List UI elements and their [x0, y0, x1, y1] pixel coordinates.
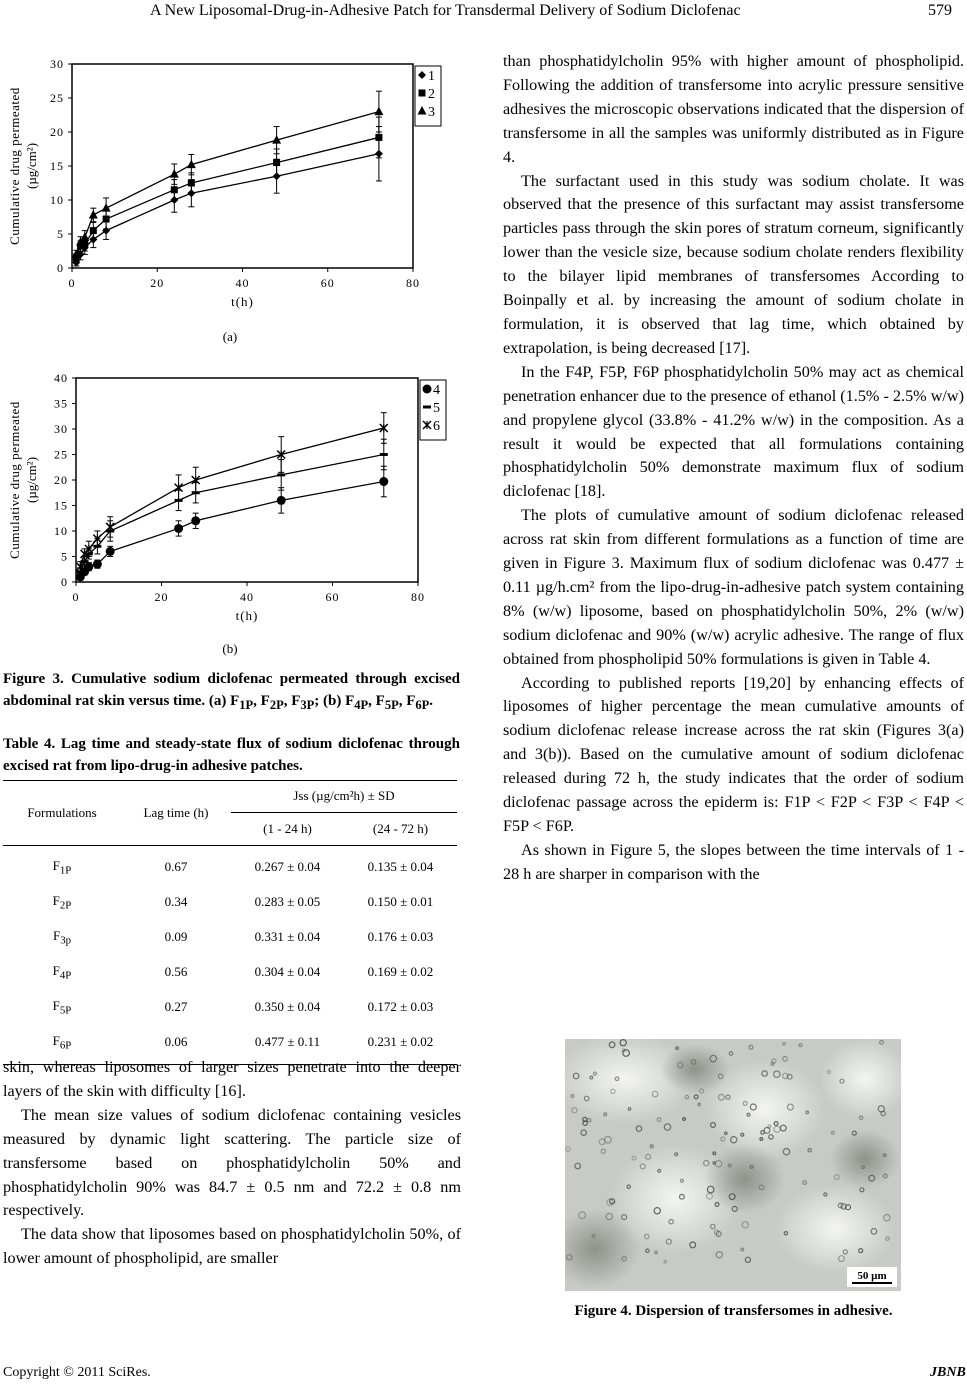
table-row: $F_{4P}$ 0.56 0.304 ± 0.04 0.169 ± 0.02 [52, 962, 434, 982]
data-point [192, 476, 200, 484]
x-axis-label: t(h) [235, 608, 259, 623]
plot-area [72, 64, 413, 268]
data-point [380, 453, 388, 456]
x-axis-label: t(h) [231, 294, 254, 309]
x-tick-label: 60 [320, 276, 335, 290]
data-point [174, 524, 183, 533]
x-tick-label: 0 [68, 276, 76, 290]
running-header [0, 0, 967, 24]
y-tick-label: 40 [54, 371, 68, 385]
y-tick-label: 5 [57, 227, 64, 241]
paragraph: skin, whereas liposomes of larger sizes penetrate into the deeper layers of the skin with difficulty [16]. [3, 1058, 461, 1100]
series-line [76, 112, 379, 255]
header-jss: Jss (µg/cm²h) ± SD [231, 781, 457, 812]
y-tick-label: 10 [54, 524, 68, 538]
y-tick-label: 30 [50, 57, 64, 71]
paragraph: The data show that liposomes based on phosphatidylcholin 50%, of lower amount of phospholipid, are smaller [3, 1225, 461, 1268]
series-line [80, 482, 384, 577]
data-point [90, 227, 97, 234]
x-tick-label: 40 [240, 590, 254, 604]
data-point [273, 159, 280, 166]
series-4 [76, 466, 389, 581]
data-point [171, 186, 178, 193]
table-row: $F_{5P}$ 0.27 0.350 ± 0.04 0.172 ± 0.03 [52, 997, 434, 1017]
x-tick-label: 80 [406, 276, 420, 290]
data-point [379, 477, 388, 486]
x-tick-label: 20 [154, 590, 169, 604]
table-row: $F_{1P}$ 0.67 0.267 ± 0.04 0.135 ± 0.04 [52, 857, 434, 877]
figure-3b-label: (b) [222, 641, 238, 656]
y-tick-label: 35 [54, 396, 68, 411]
x-tick-label: 60 [325, 590, 340, 604]
paragraph: In the F4P, F5P, F6P phosphatidylcholin 50% may act as chemical penetration enhancer due to the presence of ethanol (1.5% - 2.5% w/w) and propylene glycol (33.8% - 41.2% w/w) in the composition. As a result it would be expected that all formulations containing phosphatidylcholin 50% demonstrate maximum flux of sodium diclofenac [18]. [503, 362, 964, 501]
x-tick-label: 80 [411, 590, 425, 604]
paragraph: The plots of cumulative amount of sodium diclofenac released across rat skin from different formulations as a function of time are given in Figure 3. Maximum flux of sodium diclofenac was 0.477 ± 0.11 µg/h.cm² from the lipo-drug-in-adhesive patch system containing 8% (w/w) liposome, based on phosphatidylcholin 50%, 2% (w/w) sodium diclofenac and 90% (w/w) acrylic adhesive. The range of flux obtained from phospholipid 50% formulations is given in Table 4. [503, 506, 964, 668]
legend-label: 2 [428, 87, 435, 102]
legend-label: 5 [433, 401, 440, 416]
legend-marker [423, 406, 431, 409]
series-2 [73, 117, 383, 262]
data-point [277, 451, 285, 459]
data-point [106, 523, 114, 531]
y-tick-label: 25 [54, 447, 68, 462]
data-point [102, 203, 111, 212]
y-tick-label: 10 [50, 193, 64, 207]
scale-bar-label: 50 µm [857, 1270, 887, 1282]
paragraph: As shown in Figure 5, the slopes between the time intervals of 1 - 28 h are sharper in comparison with the [503, 840, 964, 883]
series-line [76, 137, 379, 257]
paragraph: The surfactant used in this study was sodium cholate. It was observed that the presence of this surfactant may assist transfersome particles pass through the skin pores of stratum corneum, significantly lower than the vesicle size, because sodium cholate renders flexibility to the bilayer lipid membranes of transfersomes According to Boinpally et al. by increasing the amount of sodium cholate in formulation, it is observed that lag time, which obtained by extrapolation, is being decreased [17]. [503, 171, 964, 357]
data-point [374, 107, 383, 116]
paragraph: than phosphatidylcholin 95% with higher amount of phospholipid. Following the addition of transfersome into acrylic pressure sensitive adhesives the microscopic observations indicated that the dispersion of transfersome in all the samples was uniformly distributed as in Figure 4. [503, 52, 964, 166]
legend-label: 1 [428, 69, 435, 84]
data-point [277, 473, 285, 476]
y-axis-unit-label: (µg/cm²) [24, 456, 39, 504]
data-point [89, 210, 98, 219]
paragraph: According to published reports [19,20] by enhancing effects of liposomes of higher percentage the mean cumulative amounts of sodium diclofenac release increase across the rat skin (Figures 3(a) and 3(b)). Based on the cumulative amount of sodium diclofenac released during 72 h, the study indicates that the order of sodium diclofenac passage across the epiderm is: F1P < F2P < F3P < F4P < F5P < F6P. [503, 673, 964, 835]
y-tick-label: 20 [54, 473, 68, 487]
plot-area [76, 378, 418, 582]
legend-label: 6 [433, 419, 440, 434]
table-4-caption: Table 4. Lag time and steady-state flux of sodium diclofenac through excised rat from lipo-drug-in adhesive patches. [3, 736, 460, 774]
y-tick-label: 15 [54, 498, 68, 513]
header-range-1: (1 - 24 h) [263, 820, 312, 836]
y-tick-label: 5 [61, 549, 68, 564]
data-point [175, 484, 183, 492]
footer-journal: JBNB [930, 1365, 966, 1380]
left-column-text [3, 1056, 461, 1271]
y-axis-label: Cumulative drug permeated [7, 401, 22, 559]
legend-marker [423, 385, 432, 394]
y-tick-label: 0 [57, 261, 64, 275]
data-point [191, 516, 200, 525]
data-point [170, 169, 179, 178]
figure-4-caption: Figure 4. Dispersion of transfersomes in adhesive. [574, 1303, 893, 1319]
legend-label: 4 [433, 383, 440, 398]
footer-copyright: Copyright © 2011 SciRes. [3, 1365, 151, 1380]
series-5 [76, 439, 388, 576]
x-tick-label: 20 [150, 276, 165, 290]
x-tick-label: 40 [235, 276, 250, 290]
legend-label: 3 [428, 105, 435, 120]
figure-4-micrograph [565, 1039, 901, 1291]
data-point [375, 134, 382, 141]
x-tick-label: 0 [72, 590, 80, 604]
data-point [277, 496, 286, 505]
table-row: $F_{3p}$ 0.09 0.331 ± 0.04 0.176 ± 0.03 [52, 927, 434, 947]
data-point [188, 180, 195, 187]
header-lag-time: Lag time (h) [143, 804, 209, 820]
legend-marker [419, 90, 426, 97]
y-tick-label: 15 [50, 159, 64, 173]
table-row: $F_{2P}$ 0.34 0.283 ± 0.05 0.150 ± 0.01 [52, 892, 434, 912]
series-line [76, 154, 379, 263]
header-formulations: Formulations [27, 804, 97, 820]
micrograph-image [565, 1039, 901, 1291]
paragraph: The mean size values of sodium diclofenac containing vesicles measured by dynamic light scattering. The particle size of transfersome based on phosphatidylcholin 50% and phosphatidylcholin 90% was 84.7 ± 0.5 nm and 72.2 ± 0.8 nm respectively. [3, 1105, 461, 1220]
figure-3b-chart [0, 362, 460, 632]
page-number: 579 [928, 2, 952, 19]
y-tick-label: 0 [61, 575, 68, 589]
figure-3a-chart [0, 50, 460, 320]
figure-3-caption: Figure 3. Cumulative sodium diclofenac permeated through excised abdominal rat skin versus time. (a) $F_{1P}$, $F_{2P}$, $F_{3P}$; (b) $F_{4P}$, $F_{5P}$, $F_{6P}$. [3, 671, 460, 712]
running-title: A New Liposomal-Drug-in-Adhesive Patch for Transdermal Delivery of Sodium Diclofenac [150, 2, 741, 19]
header-range-2: (24 - 72 h) [372, 820, 429, 836]
series-line [80, 455, 384, 572]
y-tick-label: 30 [54, 422, 68, 436]
y-axis-unit-label: (µg/cm²) [24, 142, 39, 190]
figure-3a-label: (a) [222, 329, 238, 344]
table-4 [3, 780, 457, 1065]
y-tick-label: 25 [50, 91, 64, 105]
y-axis-label: Cumulative drug permeated [7, 87, 22, 245]
data-point [106, 547, 115, 556]
series-6 [76, 413, 388, 572]
table-4-grid [3, 781, 457, 1060]
table-row: $F_{6P}$ 0.06 0.477 ± 0.11 0.231 ± 0.02 [52, 1032, 434, 1052]
right-column-text [503, 50, 964, 887]
data-point [380, 424, 388, 432]
data-point [93, 560, 102, 569]
y-tick-label: 20 [50, 125, 64, 139]
